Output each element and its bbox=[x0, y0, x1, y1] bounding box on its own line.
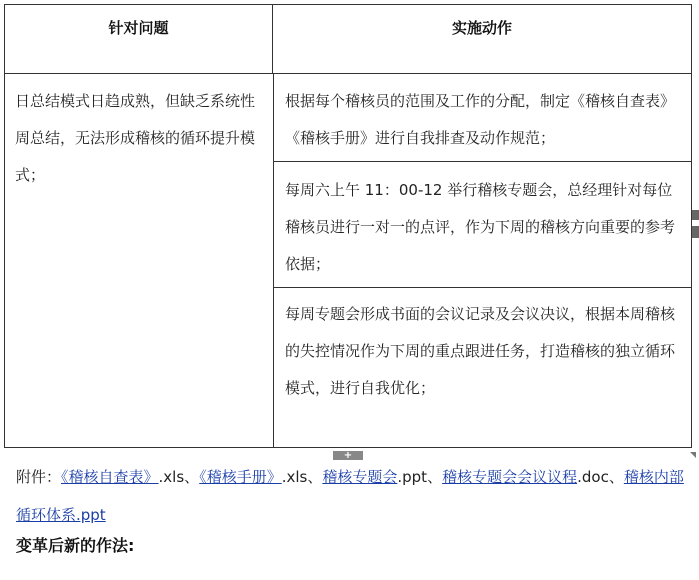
action-row-divider bbox=[274, 161, 691, 162]
column-divider bbox=[273, 73, 274, 448]
attachment-ext: .ppt bbox=[397, 468, 428, 486]
attachment-link[interactable]: 《稽核自查表》 bbox=[61, 468, 159, 486]
insert-row-handle[interactable]: + bbox=[333, 451, 363, 460]
section-heading: 变革后新的作法: bbox=[16, 536, 135, 555]
header-problem: 针对问题 bbox=[5, 5, 273, 73]
attachment-ext: .xls bbox=[158, 468, 185, 486]
table-resize-marker[interactable] bbox=[692, 210, 699, 220]
attachment-separator: 、 bbox=[608, 468, 624, 486]
header-divider bbox=[5, 73, 691, 74]
problem-cell[interactable]: 日总结模式日趋成熟，但缺乏系统性周总结，无法形成稽核的循环提升模式； bbox=[15, 92, 256, 184]
attachments-label: 附件： bbox=[16, 468, 62, 486]
attachment-separator: 、 bbox=[184, 468, 200, 486]
attachment-separator: 、 bbox=[427, 468, 443, 486]
attachment-separator: 、 bbox=[307, 468, 323, 486]
attachment-link[interactable]: 《稽核手册》 bbox=[199, 468, 282, 486]
table-resize-marker[interactable] bbox=[692, 226, 699, 238]
action-row-divider bbox=[274, 287, 691, 288]
attachment-ext: .doc bbox=[577, 468, 609, 486]
attachment-ext: .xls bbox=[281, 468, 308, 486]
action-cell-1[interactable]: 根据每个稽核员的范围及工作的分配，制定《稽核自查表》《稽核手册》进行自我排查及动作规范； bbox=[285, 92, 676, 147]
action-cell-3[interactable]: 每周专题会形成书面的会议记录及会议决议，根据本周稽核的失控情况作为下周的重点跟进任务，打造稽核的独立循环模式，进行自我优化； bbox=[285, 305, 676, 397]
attachments-line bbox=[16, 458, 692, 534]
attachment-link[interactable]: 稽核内部循环体系.ppt bbox=[16, 468, 684, 524]
problem-action-table bbox=[4, 4, 692, 448]
attachment-link[interactable]: 稽核专题会 bbox=[322, 468, 398, 486]
action-cell-2[interactable]: 每周六上午 11：00-12 举行稽核专题会，总经理针对每位稽核员进行一对一的点评，作为下周的稽核方向重要的参考依据； bbox=[285, 181, 676, 273]
header-action: 实施动作 bbox=[451, 19, 512, 37]
attachment-link[interactable]: 稽核专题会会议议程 bbox=[442, 468, 578, 486]
